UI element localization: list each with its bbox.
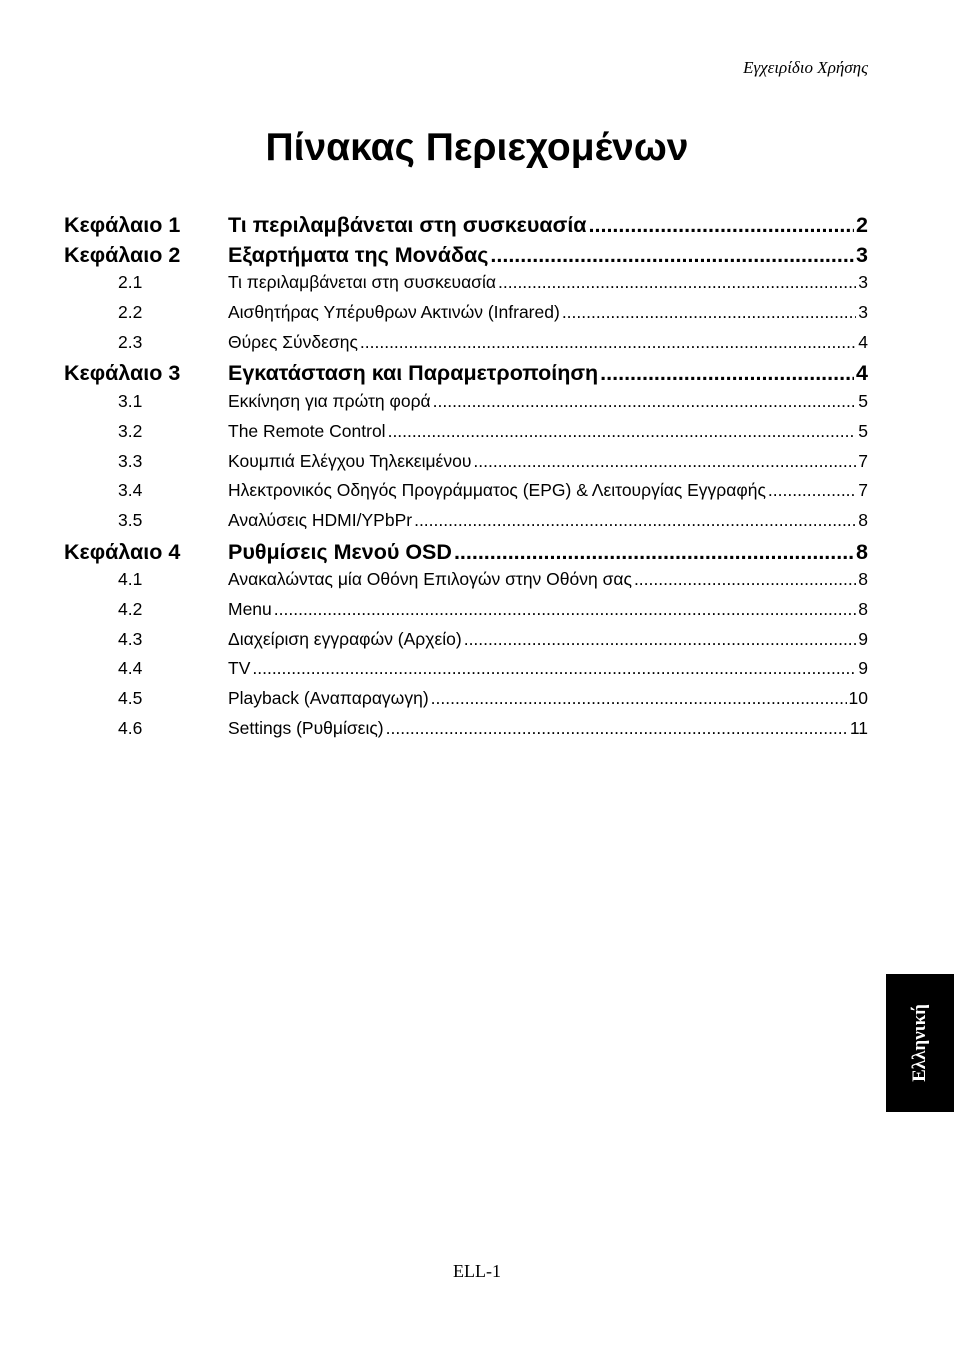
toc-entry-page: 8 — [858, 569, 868, 590]
toc-section-row[interactable] — [64, 569, 868, 599]
toc-entry-number: 3.3 — [118, 450, 143, 471]
toc-entry-number: 4.3 — [118, 628, 143, 649]
toc-entry-number: Κεφάλαιο 3 — [64, 361, 181, 386]
toc-section-row[interactable] — [64, 302, 868, 332]
toc-entry-title: Διαχείριση εγγραφών (Αρχείο) — [228, 628, 462, 649]
toc-entry-page: 3 — [856, 242, 868, 267]
toc-entry-title: Θύρες Σύνδεσης — [228, 331, 358, 352]
toc-dot-leader — [386, 718, 848, 739]
toc-chapter-row[interactable] — [64, 540, 868, 570]
toc-entry-page: 5 — [858, 420, 868, 441]
toc-dot-leader — [431, 688, 847, 709]
toc-entry-number: 2.3 — [118, 331, 143, 352]
toc-dot-leader — [388, 421, 857, 442]
toc-section-row[interactable] — [64, 629, 868, 659]
toc-dot-leader — [473, 451, 856, 472]
toc-entry-page: 8 — [858, 598, 868, 619]
toc-section-row[interactable] — [64, 272, 868, 302]
toc-dot-leader — [360, 332, 856, 353]
toc-dot-leader — [490, 243, 854, 268]
toc-section-row[interactable] — [64, 599, 868, 629]
toc-entry-number: 4.1 — [118, 569, 143, 590]
toc-entry-title: Τι περιλαμβάνεται στη συσκευασία — [228, 272, 496, 293]
toc-entry-title: Εξαρτήματα της Μονάδας — [228, 242, 489, 267]
language-tab — [886, 974, 954, 1112]
toc-entry-page: 11 — [849, 717, 868, 738]
toc-entry-number: 3.4 — [118, 480, 143, 501]
toc-entry-title: Εκκίνηση για πρώτη φορά — [228, 391, 431, 412]
toc-dot-leader — [252, 658, 856, 679]
toc-entry-page: 4 — [856, 361, 868, 386]
toc-entry-number: 2.2 — [118, 302, 143, 323]
toc-entry-title: TV — [228, 658, 251, 679]
toc-entry-page: 9 — [858, 628, 868, 649]
toc-entry-title: Settings (Ρυθμίσεις) — [228, 717, 384, 738]
toc-entry-number: 3.1 — [118, 391, 143, 412]
toc-section-row[interactable] — [64, 451, 868, 481]
toc-entry-page: 5 — [858, 391, 868, 412]
toc-dot-leader — [634, 569, 856, 590]
toc-dot-leader — [464, 629, 857, 650]
toc-dot-leader — [498, 272, 856, 293]
toc-entry-number: 4.5 — [118, 688, 143, 708]
toc-section-row[interactable] — [64, 421, 868, 451]
toc-section-row[interactable] — [64, 718, 868, 748]
toc-entry-title: Τι περιλαμβάνεται στη συσκευασία — [228, 213, 587, 237]
toc-entry-page: 3 — [858, 302, 868, 323]
toc-entry-title: Κουμπιά Ελέγχου Τηλεκειμένου — [228, 450, 472, 471]
toc-entry-title: Ανακαλώντας μία Οθόνη Επιλογών στην Οθόνη σας — [228, 569, 632, 590]
toc-entry-number: 4.4 — [118, 658, 143, 679]
toc-entry-page: 2 — [856, 213, 868, 237]
toc-entry-title: Αναλύσεις HDMI/YPbPr — [228, 509, 413, 530]
toc-entry-page: 9 — [858, 658, 868, 679]
toc-dot-leader — [768, 480, 856, 501]
toc-dot-leader — [600, 361, 854, 386]
toc-section-row[interactable] — [64, 510, 868, 540]
toc-dot-leader — [562, 302, 856, 323]
toc-entry-number: 3.2 — [118, 420, 143, 441]
toc-entry-number: Κεφάλαιο 1 — [64, 213, 181, 237]
toc-entry-page: 7 — [858, 480, 868, 501]
toc-entry-title: Εγκατάσταση και Παραμετροποίηση — [228, 361, 599, 386]
toc-dot-leader — [414, 510, 856, 531]
running-header: Εγχειρίδιο Χρήσης — [743, 58, 868, 77]
toc-entry-title: Playback (Αναπαραγωγη) — [228, 688, 429, 708]
toc-chapter-row[interactable] — [64, 361, 868, 391]
language-tab-label: Ελληνική — [909, 1004, 931, 1082]
toc-section-row[interactable] — [64, 658, 868, 688]
toc-entry-number: Κεφάλαιο 4 — [64, 539, 181, 564]
toc-section-row[interactable] — [64, 480, 868, 510]
toc-chapter-row[interactable] — [64, 243, 868, 273]
page-title: Πίνακας Περιεχομένων — [265, 126, 689, 169]
toc-dot-leader — [433, 391, 857, 412]
toc-section-row[interactable] — [64, 332, 868, 362]
toc-entry-title: Αισθητήρας Υπέρυθρων Ακτινών (Infrared) — [228, 302, 560, 323]
toc-entry-title: Ρυθμίσεις Μενού OSD — [228, 539, 452, 564]
toc-dot-leader — [274, 599, 856, 620]
toc-chapter-row[interactable] — [64, 213, 868, 243]
toc-section-row[interactable] — [64, 391, 868, 421]
page-number: ELL-1 — [453, 1261, 501, 1281]
toc-entry-page: 4 — [858, 331, 868, 352]
toc-entry-number: 2.1 — [118, 272, 143, 293]
toc-entry-number: 4.2 — [118, 598, 143, 619]
toc-entry-title: Ηλεκτρονικός Οδηγός Προγράμματος (EPG) & Λειτουργίας Εγγραφής — [228, 480, 766, 501]
toc-section-row[interactable] — [64, 688, 868, 718]
toc-entry-page: 8 — [856, 539, 868, 564]
toc-entry-page: 10 — [848, 688, 868, 708]
toc-entry-title: Menu — [228, 598, 272, 619]
toc-entry-number: 4.6 — [118, 717, 143, 738]
toc-entry-page: 7 — [858, 450, 868, 471]
toc-dot-leader — [454, 540, 854, 565]
table-of-contents — [64, 213, 868, 747]
toc-entry-page: 8 — [858, 509, 868, 530]
toc-entry-title: The Remote Control — [228, 420, 386, 441]
toc-entry-number: 3.5 — [118, 509, 143, 530]
toc-entry-page: 3 — [858, 272, 868, 293]
toc-dot-leader — [589, 213, 855, 238]
toc-entry-number: Κεφάλαιο 2 — [64, 242, 181, 267]
